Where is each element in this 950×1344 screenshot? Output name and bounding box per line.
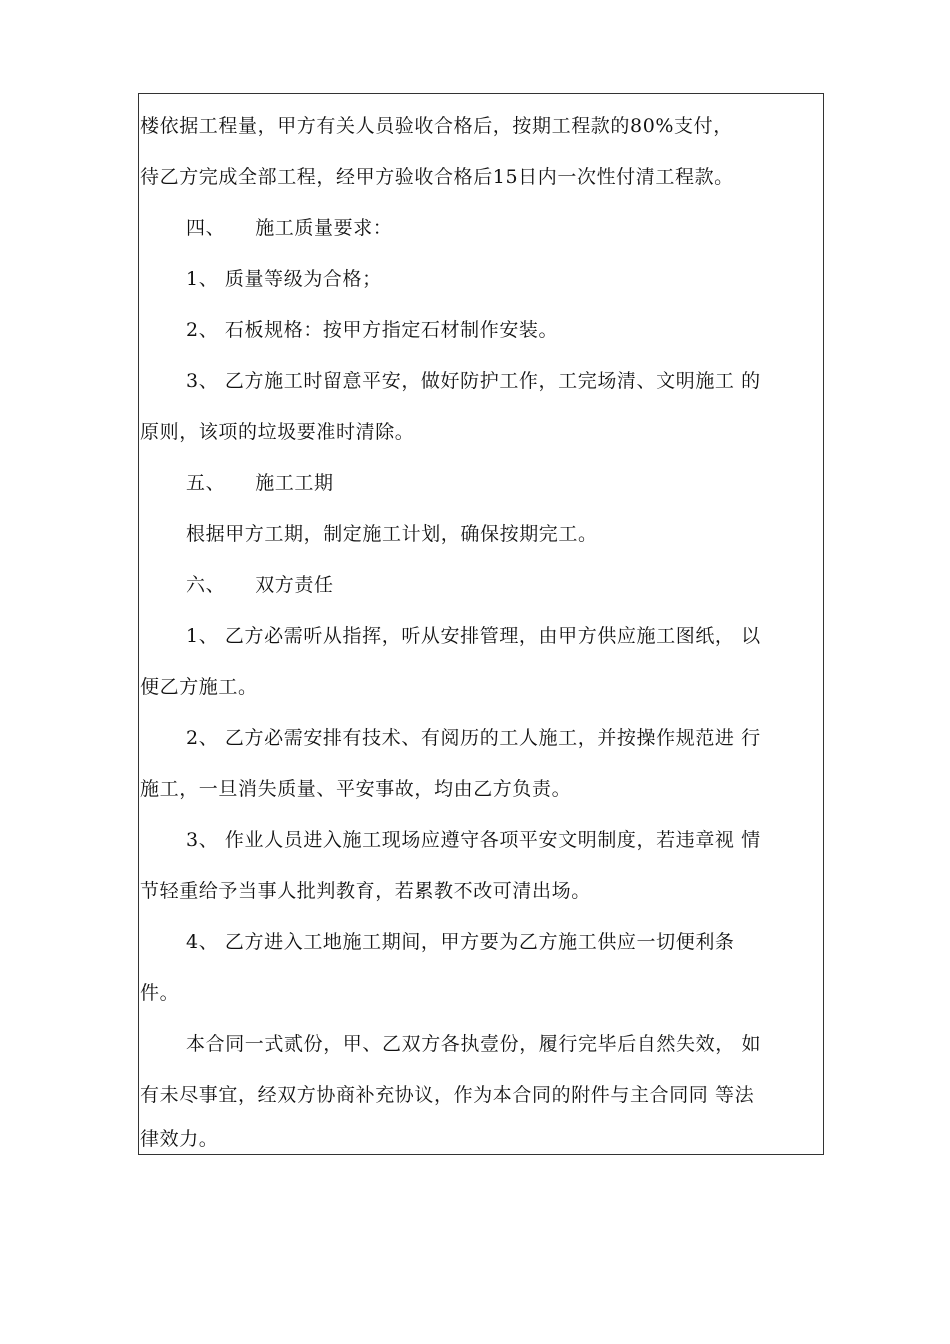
section-title: 施工质量要求：: [255, 217, 393, 239]
text-line: 1、 质量等级为合格；: [186, 268, 382, 290]
text-line: 4、 乙方进入工地施工期间，甲方要为乙方施工供应一切便利条: [186, 931, 735, 953]
section-heading-5: [140, 470, 824, 496]
text-line: 律效力。: [140, 1128, 219, 1150]
section-heading-4: [140, 215, 824, 241]
text-line: 便乙方施工。: [140, 676, 258, 698]
text-line: 根据甲方工期，制定施工计划，确保按期完工。: [186, 523, 598, 545]
text-line: 待乙方完成全部工程，经甲方验收合格后15日内一次性付清工程款。: [140, 166, 734, 188]
text-line: 楼依据工程量，甲方有关人员验收合格后，按期工程款的80%支付，: [140, 115, 733, 137]
section-number: 四、: [186, 217, 226, 239]
text-line: 节轻重给予当事人批判教育，若累教不改可清出场。: [140, 880, 591, 902]
text-line: 1、 乙方必需听从指挥，听从安排管理，由甲方供应施工图纸， 以: [186, 625, 761, 647]
text-line: 施工，一旦消失质量、平安事故，均由乙方负责。: [140, 778, 572, 800]
text-line: 3、 作业人员进入施工现场应遵守各项平安文明制度，若违章视 情: [186, 829, 761, 851]
section-title: 双方责任: [255, 574, 334, 596]
section-number: 五、: [186, 472, 226, 494]
text-line: 原则，该项的垃圾要准时清除。: [140, 421, 415, 443]
text-line: 2、 乙方必需安排有技术、有阅历的工人施工，并按操作规范进 行: [186, 727, 761, 749]
section-number: 六、: [186, 574, 226, 596]
text-line: 本合同一式贰份，甲、乙双方各执壹份，履行完毕后自然失效， 如: [186, 1033, 762, 1055]
section-heading-6: [140, 572, 824, 598]
section-title: 施工工期: [255, 472, 334, 494]
text-line: 3、 乙方施工时留意平安，做好防护工作，工完场清、文明施工 的: [186, 370, 761, 392]
text-line: 有未尽事宜，经双方协商补充协议，作为本合同的附件与主合同同 等法: [140, 1084, 755, 1106]
text-line: 件。: [140, 982, 180, 1004]
text-line: 2、 石板规格：按甲方指定石材制作安装。: [186, 319, 559, 341]
